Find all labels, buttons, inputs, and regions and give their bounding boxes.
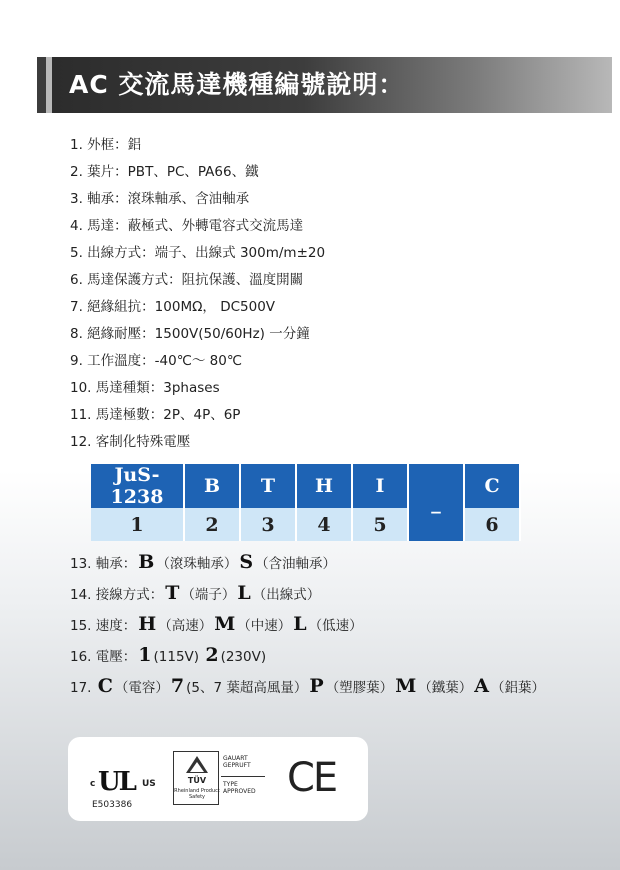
spec-item: 11. 馬達極數：2P、4P、6P (70, 407, 241, 423)
code-cell: T (240, 464, 296, 508)
option-speed (70, 609, 545, 640)
option-desc: （塑膠葉） (325, 680, 394, 696)
position-cell: 6 (464, 508, 520, 541)
option-desc: （端子） (181, 587, 236, 603)
option-code: 7 (170, 675, 185, 697)
option-wiring (70, 578, 545, 609)
option-code: A (474, 675, 489, 697)
option-code: 2 (205, 644, 219, 666)
option-code: L (293, 613, 307, 635)
option-desc: (5、7 葉超高風量） (186, 680, 308, 696)
position-cell: 5 (352, 508, 408, 541)
option-desc: （出線式） (252, 587, 321, 603)
page-title: AC 交流馬達機種編號說明： (69, 70, 405, 99)
option-label: 15. 速度： (70, 618, 137, 634)
option-code: H (138, 613, 157, 635)
spec-item: 9. 工作溫度：-40℃～ 80℃ (70, 353, 243, 369)
spec-item: 5. 出線方式：端子、出線式 300m/m±20 (70, 245, 326, 261)
tuv-divider (221, 776, 265, 777)
option-code: P (309, 675, 324, 697)
model-code-table (91, 464, 521, 541)
tuv-logo-box (173, 751, 219, 805)
certification-panel (68, 737, 368, 821)
option-code: C (97, 675, 113, 697)
position-cell: 2 (184, 508, 240, 541)
code-cell: B (184, 464, 240, 508)
tuv-type-approved-text: TYPE APPROVED (223, 781, 256, 795)
option-code: T (165, 582, 180, 604)
spec-item: 2. 葉片：PBT、PC、PA66、鐵 (70, 164, 259, 180)
ul-file-number: E503386 (92, 800, 133, 810)
option-list (70, 547, 545, 702)
position-cell: 4 (296, 508, 352, 541)
option-code: B (138, 551, 155, 573)
option-desc: （滾珠軸承） (156, 556, 238, 572)
position-cell: 3 (240, 508, 296, 541)
position-cell: 1 (91, 508, 184, 541)
ul-logo (90, 763, 160, 813)
page-header (37, 57, 612, 113)
spec-item: 7. 絕緣組抗：100MΩ， DC500V (70, 299, 276, 315)
option-voltage (70, 640, 545, 671)
option-desc: （鋁葉） (490, 680, 545, 696)
tuv-triangle-inner (190, 762, 204, 772)
option-code: L (237, 582, 251, 604)
option-desc: （鐵葉） (418, 680, 473, 696)
code-cell: I (352, 464, 408, 508)
tuv-subtext: Rheinland Product Safety (174, 788, 220, 800)
tuv-gauart-text: GAUART GEPRUFT (223, 755, 251, 769)
option-code: M (214, 613, 236, 635)
ul-c-text: c (90, 779, 96, 789)
code-cell-separator: _ (408, 464, 464, 541)
tuv-text: TÜV (187, 776, 207, 785)
option-desc: （電容） (114, 680, 169, 696)
option-label: 17. (70, 680, 92, 696)
code-cell-series: JuS-1238 (91, 464, 184, 508)
code-cell: H (296, 464, 352, 508)
option-desc: (115V) (153, 649, 200, 665)
spec-item: 10. 馬達種類：3phases (70, 380, 220, 396)
spec-item: 3. 軸承：滾珠軸承、含油軸承 (70, 191, 250, 207)
spec-item: 12. 客制化特殊電壓 (70, 434, 191, 450)
option-desc: (230V) (220, 649, 267, 665)
option-code: M (395, 675, 417, 697)
spec-item: 1. 外框：鋁 (70, 137, 142, 153)
option-label: 16. 電壓： (70, 649, 137, 665)
option-desc: （含油軸承） (255, 556, 337, 572)
option-desc: （中速） (237, 618, 292, 634)
ul-us-text: US (142, 779, 156, 789)
tuv-approval-box (221, 751, 269, 805)
option-code: S (239, 551, 254, 573)
spec-list (70, 132, 325, 456)
option-blade (70, 671, 545, 702)
spec-item: 6. 馬達保護方式：阻抗保護、溫度開關 (70, 272, 304, 288)
ul-mark: UL (98, 767, 135, 797)
option-desc: （低速） (308, 618, 363, 634)
spec-item: 4. 馬達：蔽極式、外轉電容式交流馬達 (70, 218, 304, 234)
ce-logo: CE (287, 755, 337, 801)
header-accent-bar (37, 57, 46, 113)
option-bearing (70, 547, 545, 578)
option-label: 14. 接線方式： (70, 587, 164, 603)
option-label: 13. 軸承： (70, 556, 137, 572)
spec-item: 8. 絕緣耐壓：1500V(50/60Hz) 一分鐘 (70, 326, 310, 342)
option-desc: （高速） (158, 618, 213, 634)
code-cell: C (464, 464, 520, 508)
tuv-logo (173, 751, 269, 805)
code-row (91, 464, 520, 508)
option-code: 1 (138, 644, 152, 666)
